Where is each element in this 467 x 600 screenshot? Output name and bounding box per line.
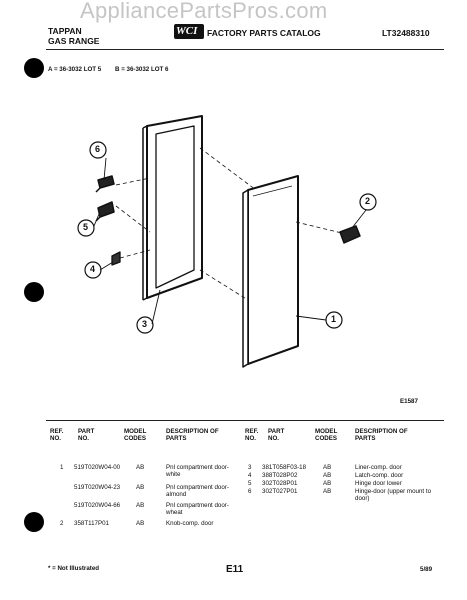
ref-no: 6 (248, 488, 252, 495)
callout-4: 4 (90, 264, 96, 274)
part-no: 302T028P01 (262, 480, 298, 487)
description: Hinge-door (upper mount to door) (355, 488, 432, 502)
watermark: AppliancePartsPros.com (80, 0, 328, 23)
upper-hinge (96, 176, 114, 192)
model-code: AB (323, 472, 332, 479)
wci-logo-text: WCI (176, 25, 198, 37)
ref-no: 3 (248, 464, 252, 471)
header-description-left (166, 428, 222, 442)
header-ref-no-left (50, 428, 72, 442)
model-code: AB (323, 488, 332, 495)
callout-3: 3 (142, 319, 148, 329)
knob (340, 226, 360, 243)
header-ref-no-right (245, 428, 267, 442)
ref-no: 5 (248, 480, 252, 487)
page-number: E11 (226, 564, 244, 575)
header-description-right (355, 428, 411, 442)
model-code: AB (323, 480, 332, 487)
model-code: AB (136, 502, 145, 509)
catalog-title: FACTORY PARTS CATALOG (207, 28, 321, 38)
model-code: AB (136, 520, 145, 527)
header-model-codes-left (124, 428, 154, 442)
liner-frame (147, 116, 202, 298)
table-top-rule (46, 420, 444, 421)
header-description-right-text: DESCRIPTION OF PARTS (355, 428, 408, 443)
part-no: 358T117P01 (74, 520, 109, 527)
description: Pnl compartment door-white (166, 464, 229, 478)
catalog-date: 5/89 (420, 566, 433, 573)
header-ref-no-left-text: REF. NO. (50, 428, 64, 443)
header-part-no-right (268, 428, 290, 442)
description: Latch-comp. door (355, 472, 404, 479)
figure-id: E1587 (400, 398, 418, 405)
punch-hole-bottom (24, 512, 44, 532)
part-no: 519T020W04-23 (74, 484, 121, 491)
callout-5: 5 (83, 222, 89, 232)
catalog-number: LT32488310 (382, 28, 430, 38)
ref-no: 1 (60, 464, 64, 471)
header-part-no-left-text: PART NO. (78, 428, 95, 443)
header-model-codes-left-text: MODEL CODES (124, 428, 147, 443)
description: Knob-comp. door (166, 520, 214, 527)
ref-no: 4 (248, 472, 252, 479)
description: Pnl compartment door-wheat (166, 502, 229, 516)
callout-2: 2 (365, 196, 371, 206)
not-illustrated-note: * = Not Illustrated (48, 565, 100, 572)
model-code: AB (136, 464, 145, 471)
part-no: 302T027P01 (262, 488, 298, 495)
model-code: AB (323, 464, 332, 471)
description: Hinge door lower (355, 480, 402, 487)
lot-b-label: B = 36-3032 LOT 6 (115, 66, 169, 73)
lot-a-label: A = 36-3032 LOT 5 (48, 66, 102, 73)
model-code: AB (136, 484, 145, 491)
brand-line-2: GAS RANGE (48, 36, 100, 46)
part-no: 519T020W04-66 (74, 502, 121, 509)
header-part-no-left (78, 428, 100, 442)
brand-line-1: TAPPAN (48, 26, 82, 36)
header-part-no-right-text: PART NO. (268, 428, 285, 443)
part-no: 381T058F03-18 (262, 464, 307, 471)
callout-6: 6 (95, 144, 101, 154)
latch (112, 252, 120, 265)
header-model-codes-right-text: MODEL CODES (315, 428, 338, 443)
header-description-left-text: DESCRIPTION OF PARTS (166, 428, 219, 443)
header-model-codes-right (315, 428, 345, 442)
part-no: 519T020W04-00 (74, 464, 121, 471)
description: Pnl compartment door-almond (166, 484, 229, 498)
ref-no: 2 (60, 520, 64, 527)
description: Liner-comp. door (355, 464, 402, 471)
callout-1: 1 (331, 314, 337, 324)
door-panel (243, 176, 298, 367)
part-no: 388T028P02 (262, 472, 298, 479)
header-ref-no-right-text: REF. NO. (245, 428, 259, 443)
lower-hinge (96, 202, 114, 221)
